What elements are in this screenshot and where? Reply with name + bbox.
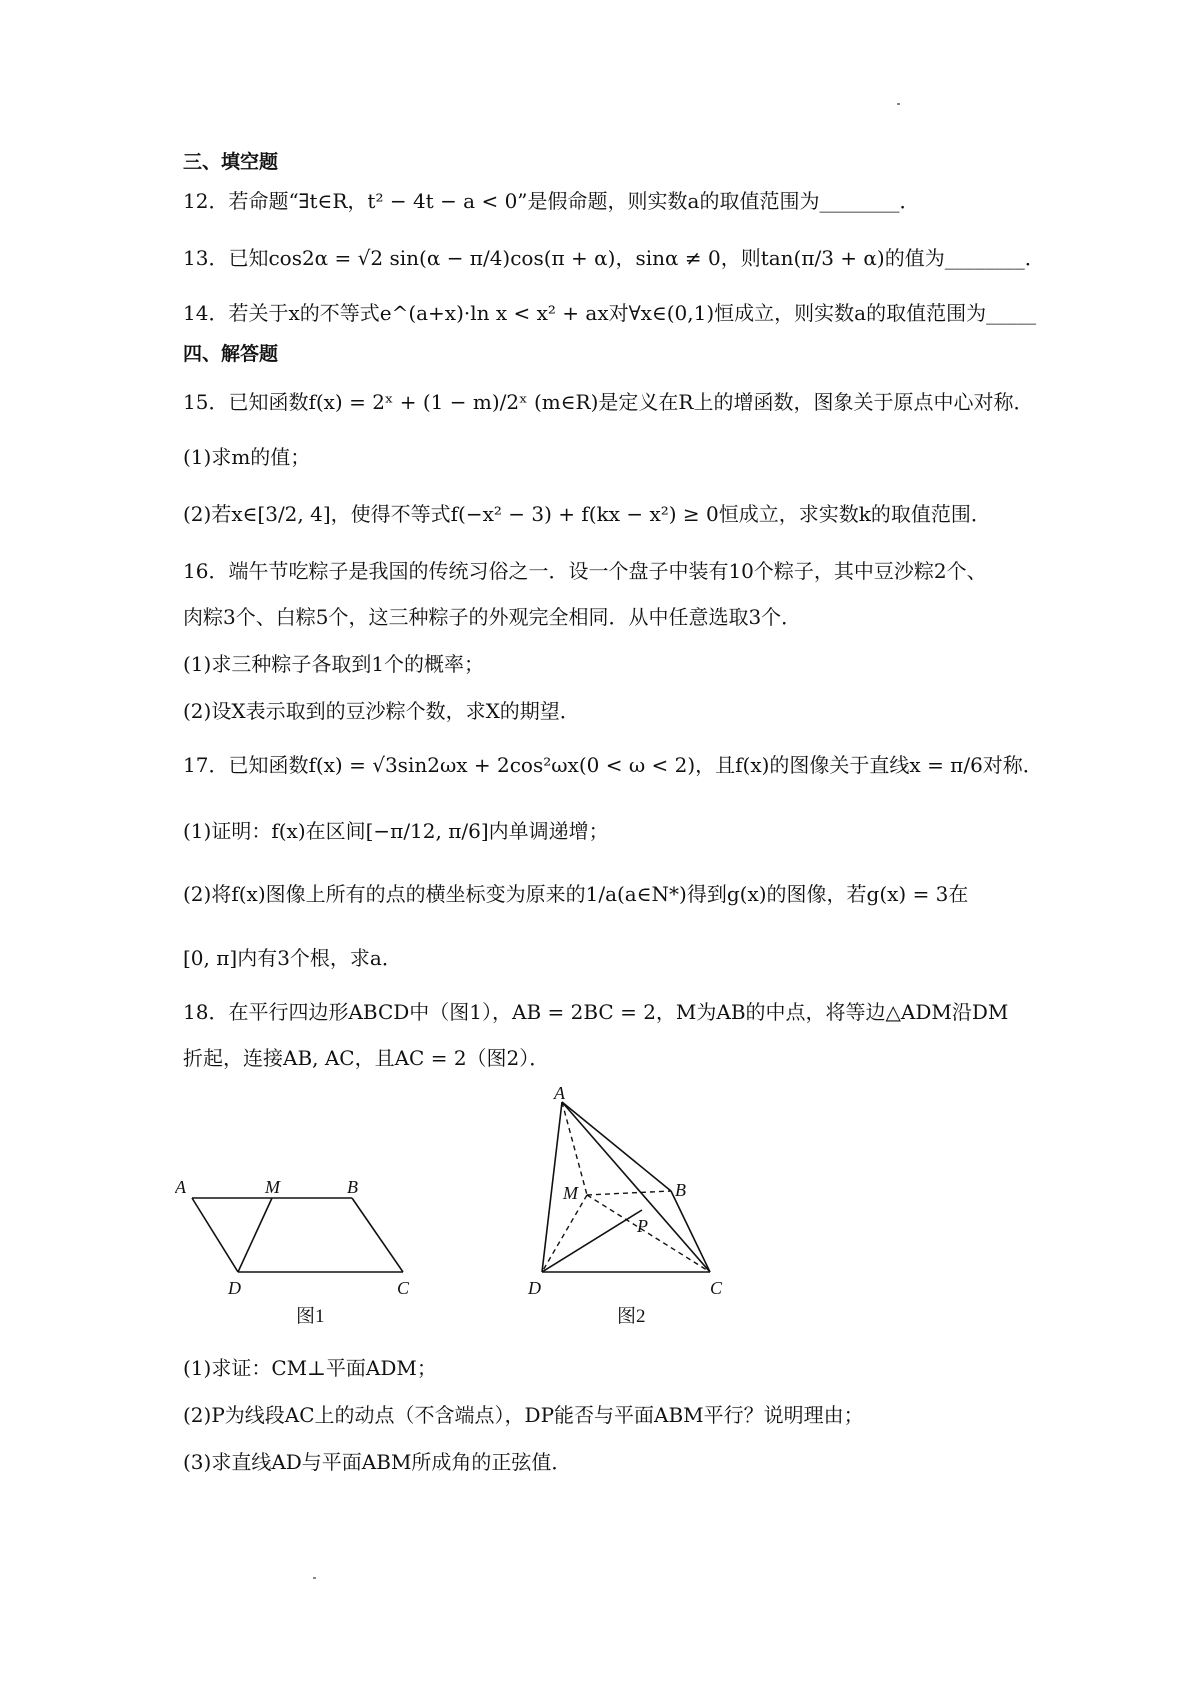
question-15-part-1: (1)求m的值； [183, 445, 311, 469]
section-heading-fill-in: 三、填空题 [183, 151, 279, 173]
question-17-part-2-line-1: (2)将f(x)图像上所有的点的横坐标变为原来的1/a(a∈N*)得到g(x)的图像，若g(x) = 3在 [183, 882, 969, 906]
figure-2-caption: 图2 [617, 1306, 646, 1327]
question-17-part-1: (1)证明：f(x)在区间[−π/12, π/6]内单调递增； [183, 819, 609, 843]
fig2-label-P: P [637, 1216, 648, 1236]
question-18-line-1: 18．在平行四边形ABCD中（图1），AB = 2BC = 2，M为AB的中点，将等边△ADM沿DM [183, 1000, 1009, 1024]
question-16-part-1: (1)求三种粽子各取到1个的概率； [183, 652, 485, 676]
section-heading-answer: 四、解答题 [183, 343, 279, 365]
fig2-label-A: A [554, 1085, 565, 1103]
fig2-label-D: D [528, 1278, 541, 1298]
fig2-label-M: M [563, 1183, 578, 1203]
fig1-label-C: C [397, 1278, 410, 1298]
figure-1-caption: 图1 [296, 1306, 325, 1327]
edge-AD [192, 1198, 238, 1272]
scan-dot [897, 103, 900, 105]
edge-AB [562, 1102, 671, 1191]
question-18-part-1: (1)求证：CM⊥平面ADM； [183, 1356, 437, 1380]
figure-1-parallelogram [175, 1170, 435, 1320]
fig1-label-B: B [347, 1177, 358, 1197]
question-17-part-2-line-2: [0, π]内有3个根，求a． [183, 946, 402, 970]
fig2-label-B: B [675, 1180, 686, 1200]
edge-MD-hidden [542, 1195, 587, 1272]
scan-dot [313, 1577, 316, 1579]
question-13: 13．已知cos2α = √2 sin(α − π/4)cos(π + α)，sinα ≠ 0，则tan(π/3 + α)的值为________． [183, 246, 1045, 270]
question-15: 15．已知函数f(x) = 2ˣ + (1 − m)/2ˣ (m∈R)是定义在R上的增函数，图象关于原点中心对称． [183, 390, 1034, 414]
question-18-part-2: (2)P为线段AC上的动点（不含端点），DP能否与平面ABM平行？说明理由； [183, 1403, 864, 1427]
question-17: 17．已知函数f(x) = √3sin2ωx + 2cos²ωx(0 < ω < 2)，且f(x)的图像关于直线x = π/6对称． [183, 753, 1043, 777]
fig2-label-C: C [710, 1278, 723, 1298]
question-18-part-3: (3)求直线AD与平面ABM所成角的正弦值． [183, 1450, 572, 1474]
fig1-label-D: D [228, 1278, 241, 1298]
question-16-line-1: 16．端午节吃粽子是我国的传统习俗之一．设一个盘子中装有10个粽子，其中豆沙粽2个、 [183, 559, 987, 583]
fig1-label-M: M [265, 1177, 280, 1197]
question-18-line-2: 折起，连接AB, AC，且AC = 2（图2）． [183, 1046, 550, 1070]
question-12: 12．若命题“∃t∈R，t² − 4t − a < 0”是假命题，则实数a的取值范围为________． [183, 189, 920, 213]
edge-MB-hidden [587, 1191, 671, 1195]
figure-2-solid [520, 1085, 740, 1300]
edge-BC [671, 1191, 710, 1272]
question-16-line-2: 肉粽3个、白粽5个，这三种粽子的外观完全相同．从中任意选取3个． [183, 605, 802, 629]
question-14: 14．若关于x的不等式e^(a+x)·ln x < x² + ax对∀x∈(0,1)恒成立，则实数a的取值范围为_____ [183, 301, 1037, 325]
edge-BC [352, 1198, 403, 1272]
fig1-label-A: A [175, 1177, 186, 1197]
question-16-part-2: (2)设X表示取到的豆沙粽个数，求X的期望． [183, 699, 580, 723]
question-15-part-2: (2)若x∈[3/2, 4]，使得不等式f(−x² − 3) + f(kx − x²) ≥ 0恒成立，求实数k的取值范围． [183, 502, 991, 526]
edge-AD [542, 1102, 562, 1272]
edge-MD [238, 1198, 272, 1272]
